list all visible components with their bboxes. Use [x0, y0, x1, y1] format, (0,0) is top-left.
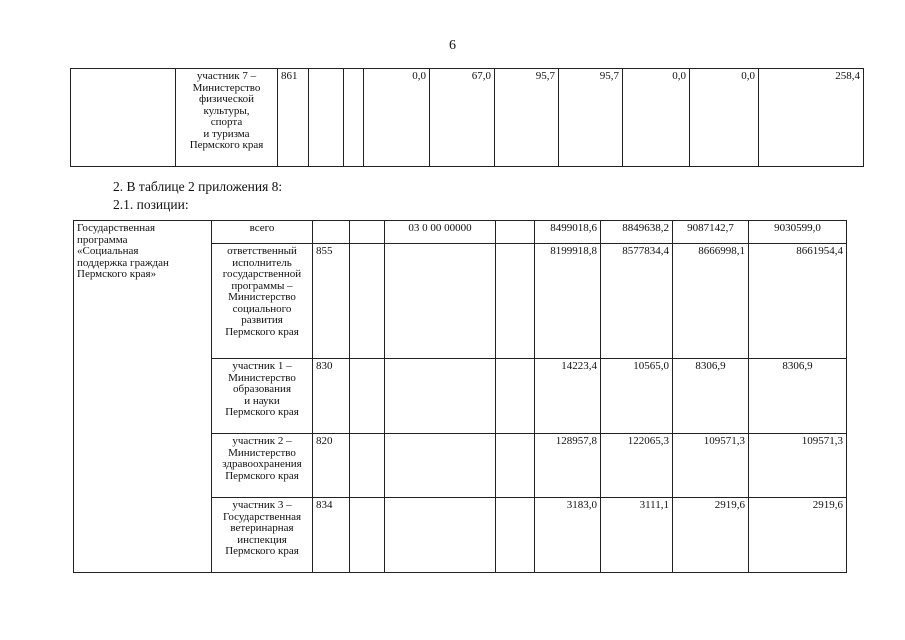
code-cell: 855: [313, 244, 350, 359]
value-cell: 67,0: [430, 69, 495, 167]
table-cell: [385, 359, 496, 434]
value-cell: 8199918,8: [535, 244, 601, 359]
value-cell: 8666998,1: [673, 244, 749, 359]
table-row: [74, 221, 847, 244]
value-cell: 3183,0: [535, 498, 601, 573]
paragraph-2: 2. В таблице 2 приложения 8:: [113, 179, 283, 194]
value-cell: 8577834,4: [601, 244, 673, 359]
value-cell: 122065,3: [601, 434, 673, 498]
value-cell: 258,4: [759, 69, 864, 167]
table-cell: [385, 498, 496, 573]
row-label-cell: участник 2 – Министерство здравоохранения Пермского края: [212, 434, 313, 498]
table-cell: [385, 244, 496, 359]
code-cell: 820: [313, 434, 350, 498]
paragraph-2-1: 2.1. позиции:: [113, 197, 189, 212]
value-cell: 8499018,6: [535, 221, 601, 244]
table-cell: [350, 498, 385, 573]
table-cell: [496, 434, 535, 498]
value-cell: 0,0: [364, 69, 430, 167]
table-1-cell: [71, 69, 176, 167]
code-cell: 834: [313, 498, 350, 573]
value-cell: 8661954,4: [749, 244, 847, 359]
value-cell: 9030599,0: [749, 221, 847, 244]
value-cell: 3111,1: [601, 498, 673, 573]
value-cell: 0,0: [623, 69, 690, 167]
table-1-cell: [309, 69, 344, 167]
program-name-cell: Государственная программа «Социальная поддержка граждан Пермского края»: [74, 221, 212, 573]
table-cell: [496, 359, 535, 434]
value-cell: 8306,9: [749, 359, 847, 434]
table-2: [73, 220, 847, 573]
value-cell: 8306,9: [673, 359, 749, 434]
table-1-cell: [344, 69, 364, 167]
value-cell: 2919,6: [673, 498, 749, 573]
table-cell: [496, 498, 535, 573]
table-cell: [496, 221, 535, 244]
value-cell: 95,7: [559, 69, 623, 167]
table-1-row: [71, 69, 864, 167]
value-cell: 2919,6: [749, 498, 847, 573]
value-cell: 10565,0: [601, 359, 673, 434]
value-cell: 8849638,2: [601, 221, 673, 244]
code-cell: 861: [278, 69, 309, 167]
page-number: 6: [449, 38, 456, 53]
target-code-cell: 03 0 00 00000: [385, 221, 496, 244]
row-label-cell: ответственный исполнитель государственной программы – Министерство социального развития Пермского края: [212, 244, 313, 359]
value-cell: 128957,8: [535, 434, 601, 498]
code-cell: [313, 221, 350, 244]
participant-cell: участник 7 – Министерство физической культуры, спорта и туризма Пермского края: [176, 69, 278, 167]
value-cell: 109571,3: [749, 434, 847, 498]
value-cell: 9087142,7: [673, 221, 749, 244]
row-label-cell: всего: [212, 221, 313, 244]
table-cell: [350, 244, 385, 359]
value-cell: 95,7: [495, 69, 559, 167]
code-cell: 830: [313, 359, 350, 434]
value-cell: 109571,3: [673, 434, 749, 498]
row-label-cell: участник 3 – Государственная ветеринарная инспекция Пермского края: [212, 498, 313, 573]
table-1: [70, 68, 864, 167]
table-cell: [350, 359, 385, 434]
row-label-cell: участник 1 – Министерство образования и науки Пермского края: [212, 359, 313, 434]
table-cell: [496, 244, 535, 359]
value-cell: 14223,4: [535, 359, 601, 434]
value-cell: 0,0: [690, 69, 759, 167]
table-cell: [385, 434, 496, 498]
table-cell: [350, 434, 385, 498]
table-cell: [350, 221, 385, 244]
